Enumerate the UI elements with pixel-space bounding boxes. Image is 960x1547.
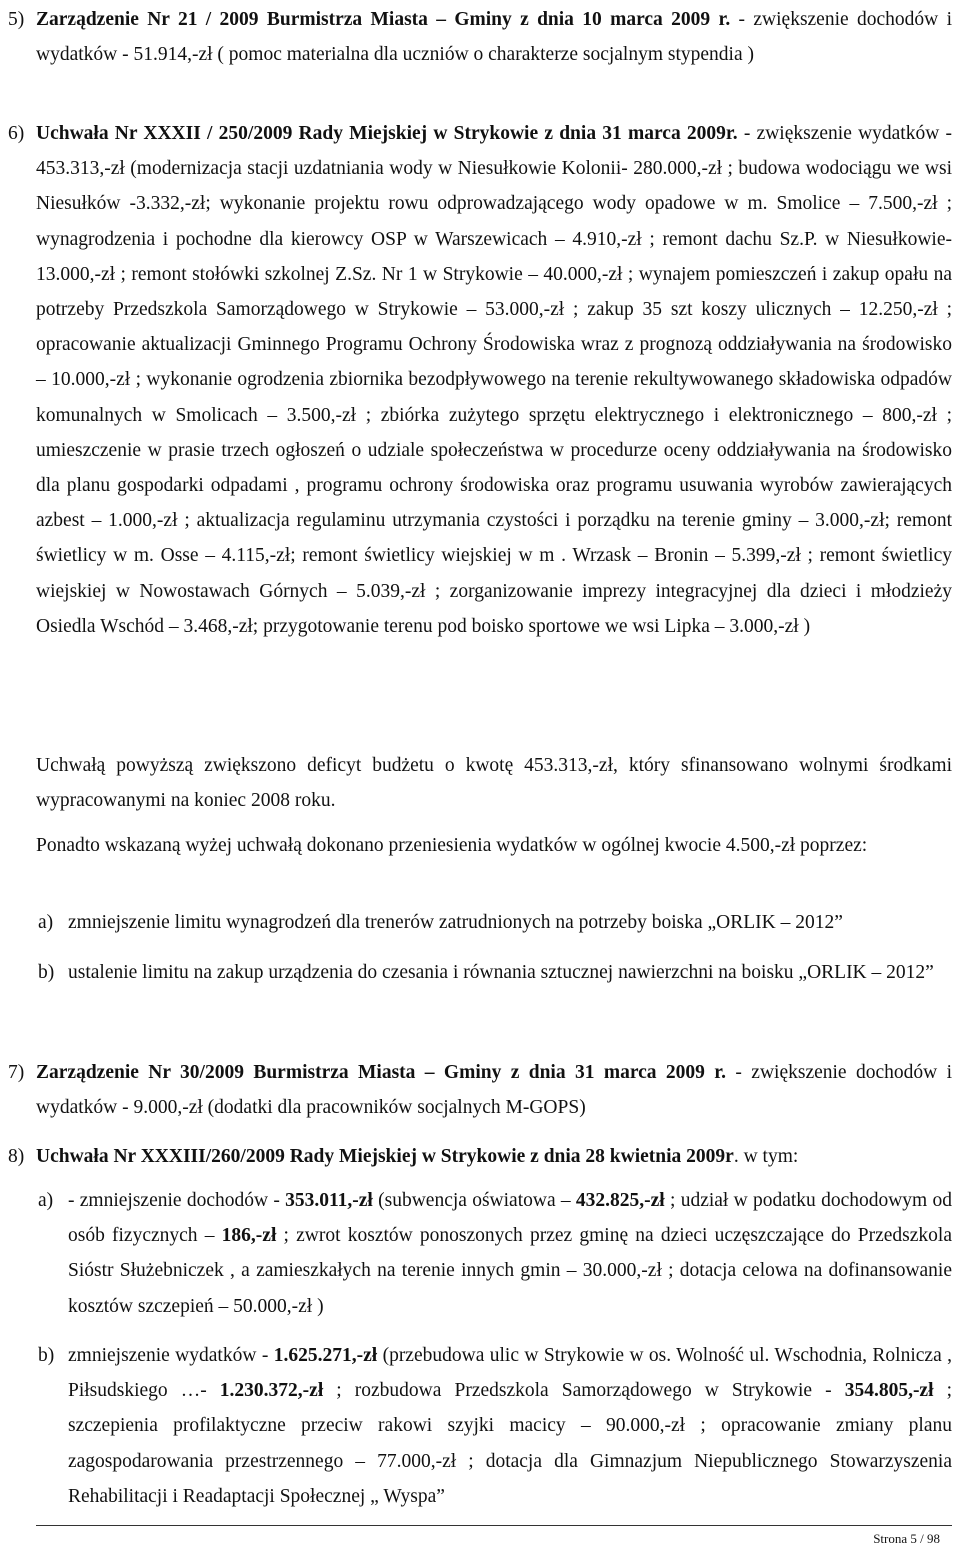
amount-value: 354.805,-zł (844, 1380, 934, 1402)
item-text: - zwiększenie dochodów i wydatków - 9.000,-zł (dodatki dla pracowników socjalnych M-GOPS) (36, 1062, 952, 1119)
item-text: - zwiększenie dochodów i wydatków - 51.914,-zł ( pomoc materialna dla uczniów o charakterze socjalnym stypendia ) (36, 9, 952, 66)
footer-divider (36, 1525, 952, 1526)
subitem-label: a) (38, 912, 54, 933)
subitem-label: b) (38, 962, 55, 983)
item-title: Uchwała Nr XXXIII/260/2009 Rady Miejskiej w Strykowie z dnia 28 kwietnia 2009r (36, 1146, 734, 1167)
list-item-5 (8, 2, 952, 72)
subitem-text: zmniejszenie wydatków - (68, 1345, 274, 1366)
item-title: Zarządzenie Nr 30/2009 Burmistrza Miasta – Gminy z dnia 31 marca 2009 r. (36, 1062, 727, 1083)
subitem-label: a) (38, 1190, 54, 1211)
amount-value: 353.011,-zł (285, 1190, 373, 1211)
item-text: - zwiększenie wydatków - 453.313,-zł (modernizacja stacji uzdatniania wody w Niesułkowie Kolonii- 280.000,-zł ; budowa wodociągu we wsi Niesułków -3.332,-zł; wykonanie projektu rowu odprowadzającego wody opadowe w m. Smolice – 7.500,-zł ; wynagrodzenia i pochodne dla kierowcy OSP w Warszewicach – 4.910,-zł ; remont dachu Sz.P. w Niesułkowie- 13.000,-zł ; remont stołówki szkolnej Z.Sz. Nr 1 w Strykowie – 40.000,-zł ; wynajem pomieszczeń i zakup opału na potrzeby Przedszkola Samorządowego w Strykowie – 53.000,-zł ; zakup 35 szt koszy ulicznych – 12.250,-zł ; opracowanie aktualizacji Gminnego Programu Ochrony Środowiska wraz z prognozą oddziaływania na środowisko – 10.000,-zł ; wykonanie ogrodzenia zbiornika bezodpływowego na terenie rekultywowanego składowiska odpadów komunalnych w Smolicach – 3.500,-zł ; zbiórka zużytego sprzętu elektrycznego i elektronicznego – 800,-zł ; umieszczenie w prasie trzech ogłoszeń o udziale społeczeństwa w procedurze oceny oddziaływania na środowisko dla planu gospodarki odpadami , programu ochrony środowiska oraz programu usuwania wyrobów zawierających azbest – 1.000,-zł ; aktualizacja regulaminu utrzymania czystości i porządku na terenie gminy – 3.000,-zł; remont świetlicy w m. Osse – 4.115,-zł; remont świetlicy wiejskiej w m . Wrzask – Bronin – 5.399,-zł ; remont świetlicy wiejskiej w Nowostawach Górnych – 5.039,-zł ; zorganizowanie imprezy integracyjnej dla dzieci i młodzieży Osiedla Wschód – 3.468,-zł; przygotowanie terenu pod boisko sportowe we wsi Lipka – 3.000,-zł ) (36, 123, 953, 637)
subitem-label: b) (38, 1345, 55, 1366)
subitem-8a (38, 1183, 952, 1324)
item-title: Uchwała Nr XXXII / 250/2009 Rady Miejskiej w Strykowie z dnia 31 marca 2009r. (36, 123, 738, 144)
subitem-text: (subwencja oświatowa – (372, 1190, 576, 1211)
subitem-text: ; udział w podatku dochodowym od osób fizycznych – (68, 1190, 952, 1247)
item-title: Zarządzenie Nr 21 / 2009 Burmistrza Miasta – Gminy z dnia 10 marca 2009 r. (36, 9, 731, 30)
amount-value: 432.825,-zł (575, 1190, 665, 1211)
amount-value: 186,-zł (221, 1225, 277, 1247)
subitem-text: ; rozbudowa Przedszkola Samorządowego w Strykowie - (323, 1380, 845, 1402)
item-number: 5) (8, 9, 25, 30)
subitem-text: - zmniejszenie dochodów - (68, 1190, 286, 1211)
item-text: . w tym: (733, 1146, 799, 1167)
subitem-text: ustalenie limitu na zakup urządzenia do czesania i równania sztucznej nawierzchni na boisku „ORLIK – 2012” (68, 962, 934, 983)
deficit-paragraph: Uchwałą powyższą zwiększono deficyt budżetu o kwotę 453.313,-zł, który sfinansowano wolnymi środkami wypracowanymi na koniec 2008 roku. (36, 755, 952, 812)
subitem-6b (38, 955, 952, 990)
subitem-text: zmniejszenie limitu wynagrodzeń dla trenerów zatrudnionych na potrzeby boiska „ORLIK – 2012” (68, 912, 843, 933)
transfer-paragraph: Ponadto wskazaną wyżej uchwałą dokonano przeniesienia wydatków w ogólnej kwocie 4.500,-zł poprzez: (36, 835, 868, 856)
item-number: 8) (8, 1146, 25, 1167)
subitem-8b (38, 1338, 952, 1514)
item-number: 7) (8, 1062, 25, 1083)
list-item-7 (8, 1055, 952, 1125)
subitem-text: ; szczepienia profilaktyczne przeciw rakowi szyjki macicy – 90.000,-zł ; opracowanie zmiany planu zagospodarowania przestrzennego – 77.000,-zł ; dotacja dla Gimnazjum Niepublicznego Stowarzyszenia Rehabilitacji i Readaptacji Społecznej „ Wyspa” (68, 1380, 952, 1507)
subitem-text: (przebudowa ulic w Strykowie w os. Wolność ul. Wschodnia, Rolnicza , Piłsudskiego …- (68, 1345, 953, 1402)
item-number: 6) (8, 123, 25, 144)
subitem-text: ; zwrot kosztów ponoszonych przez gminę na dzieci uczęszczające do Przedszkola Sióstr Służebniczek , a zamieszkałych na terenie innych gmin – 30.000,-zł ; dotacja celowa na dofinansowanie kosztów szczepień – 50.000,-zł ) (68, 1225, 952, 1317)
list-item-8 (8, 1139, 952, 1174)
amount-value: 1.625.271,-zł (273, 1345, 378, 1366)
page-number: Strona 5 / 98 (873, 1531, 940, 1546)
subitem-6a (38, 905, 952, 940)
amount-value: 1.230.372,-zł (219, 1380, 324, 1402)
list-item-6 (8, 116, 952, 644)
